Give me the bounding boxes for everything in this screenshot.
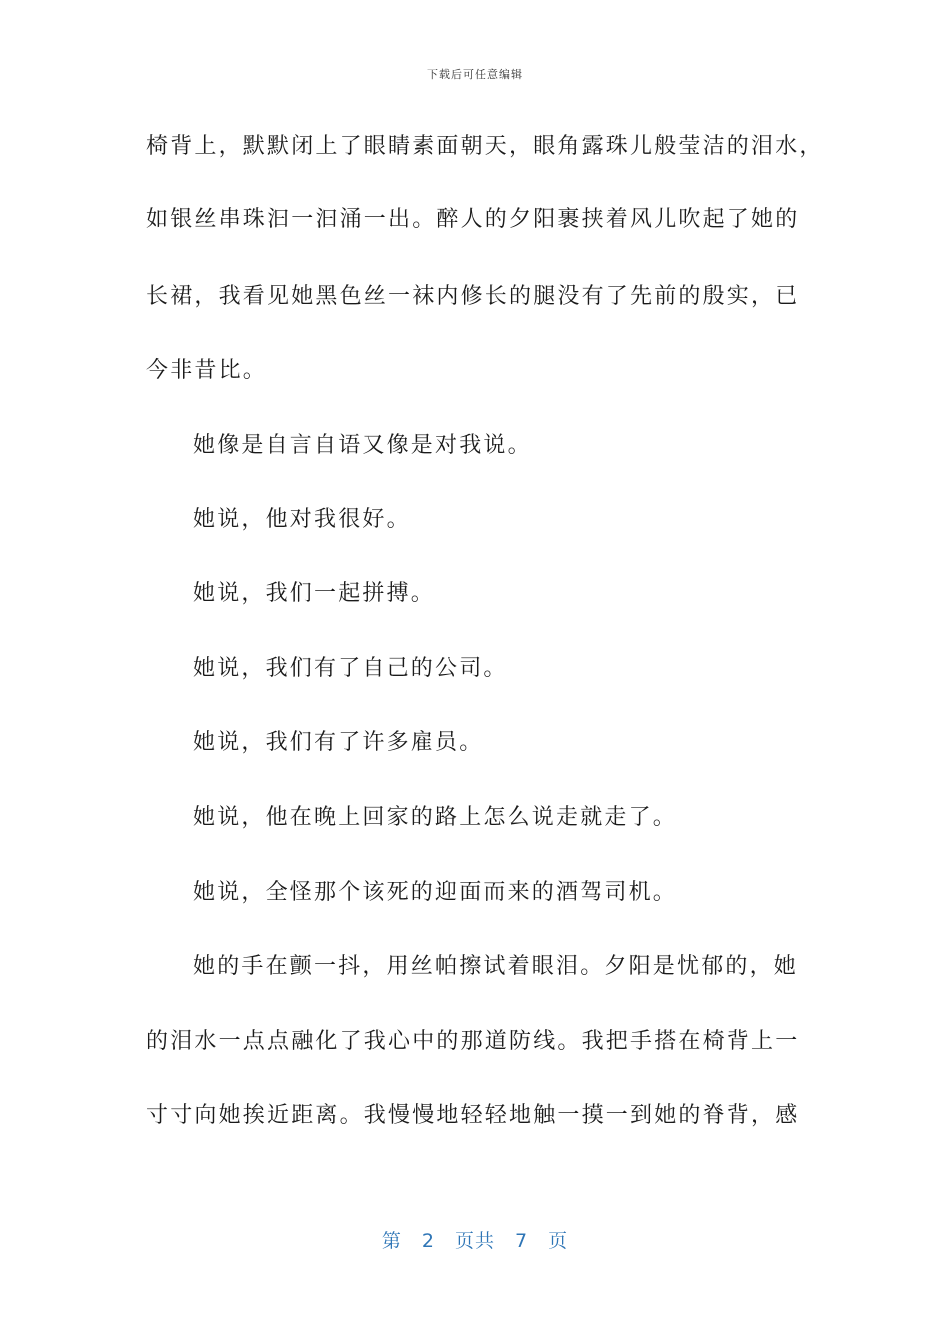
page-mid: 页共: [454, 1230, 495, 1252]
text-line: 她说，全怪那个该死的迎面而来的酒驾司机。: [193, 880, 678, 905]
total-pages: 7: [515, 1230, 529, 1252]
page-number: [0, 1226, 950, 1253]
text-line: 她像是自言自语又像是对我说。: [193, 433, 532, 458]
text-line: 的泪水一点点融化了我心中的那道防线。我把手搭在椅背上一: [146, 1029, 800, 1054]
text-line: 她说，我们一起拼搏。: [193, 581, 436, 606]
text-line: 长裙，我看见她黑色丝一袜内修长的腿没有了先前的殷实，已: [146, 284, 800, 309]
text-line: 她说，他在晚上回家的路上怎么说走就走了。: [193, 805, 678, 830]
text-line: 今非昔比。: [146, 358, 268, 383]
text-line: 椅背上，默默闭上了眼睛素面朝天，眼角露珠儿般莹洁的泪水，: [146, 134, 824, 159]
text-line: 如银丝串珠汩一汩涌一出。醉人的夕阳裹挟着风儿吹起了她的: [146, 207, 800, 232]
page-suffix: 页: [548, 1230, 569, 1252]
text-line: 她的手在颤一抖，用丝帕擦试着眼泪。夕阳是忧郁的，她: [193, 954, 799, 979]
page-header: 下载后可任意编辑: [427, 68, 523, 81]
text-line: 她说，他对我很好。: [193, 507, 411, 532]
text-line: 她说，我们有了自己的公司。: [193, 656, 508, 681]
current-page: 2: [421, 1230, 435, 1252]
page-prefix: 第: [381, 1230, 402, 1252]
text-line: 寸寸向她挨近距离。我慢慢地轻轻地触一摸一到她的脊背，感: [146, 1103, 800, 1128]
text-line: 她说，我们有了许多雇员。: [193, 730, 484, 755]
